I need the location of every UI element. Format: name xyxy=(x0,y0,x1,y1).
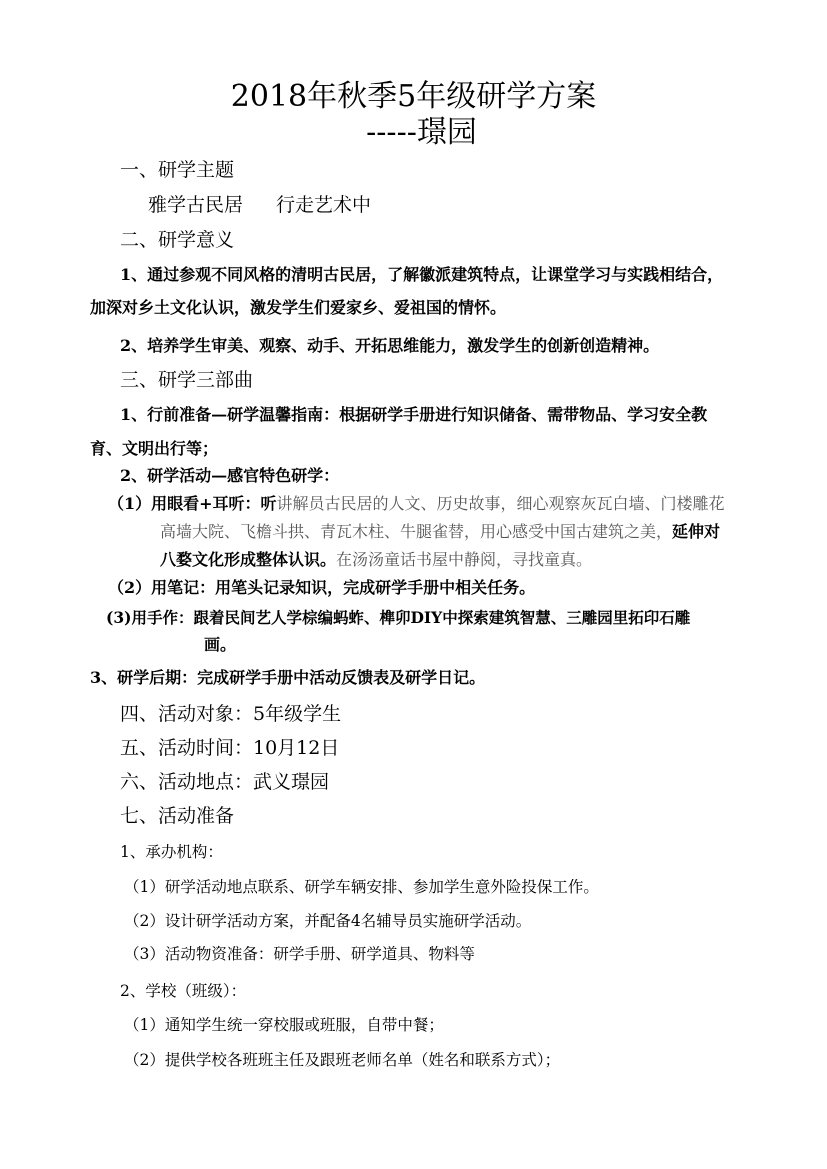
organizer-item-1: （1）研学活动地点联系、研学车辆安排、参加学生意外险投保工作。 xyxy=(124,878,599,896)
item1-line3 xyxy=(160,552,592,568)
item1-line1 xyxy=(108,496,725,512)
document-subtitle: -----璟园 xyxy=(366,115,477,150)
item3-line1: (3)用手作：跟着民间艺人学棕编蚂蚱、榫卯DIY中探索建筑智慧、三雕园里拓印石雕 xyxy=(106,608,691,627)
organizer-item-2: （2）设计研学活动方案，并配备4名辅导员实施研学活动。 xyxy=(124,912,532,930)
section-heading-preparation: 七、活动准备 xyxy=(120,805,235,827)
stage2-title: 2、研学活动—感官特色研学： xyxy=(120,466,340,485)
section-heading-theme: 一、研学主题 xyxy=(120,159,235,181)
theme-part-b: 行走艺术中 xyxy=(276,194,372,216)
significance-p1-line2: 加深对乡土文化认识，激发学生们爱家乡、爱祖国的情怀。 xyxy=(90,298,507,317)
item3-line2: 画。 xyxy=(204,635,237,654)
organizer-title: 1、承办机构： xyxy=(120,843,223,861)
item1-text-c: 延伸对 xyxy=(672,522,721,541)
item1-text-e: 在汤汤童话书屋中静阅，寻找童真。 xyxy=(336,550,593,569)
theme-part-a: 雅学古民居 xyxy=(148,194,244,216)
organizer-item-3: （3）活动物资准备：研学手册、研学道具、物料等 xyxy=(124,945,475,963)
item1-line2 xyxy=(160,524,720,540)
item1-label: （1）用眼看+耳听：听 xyxy=(108,494,277,513)
activity-target: 四、活动对象：5年级学生 xyxy=(120,703,342,725)
significance-p2: 2、培养学生审美、观察、动手、开拓思维能力，激发学生的创新创造精神。 xyxy=(120,336,660,355)
section-heading-three-parts: 三、研学三部曲 xyxy=(120,369,254,391)
section-heading-significance: 二、研学意义 xyxy=(120,229,235,251)
stage3: 3、研学后期：完成研学手册中活动反馈表及研学日记。 xyxy=(90,668,486,687)
significance-p1-line1: 1、通过参观不同风格的清明古民居，了解徽派建筑特点，让课堂学习与实践相结合， xyxy=(120,265,724,284)
document-title: 2018年秋季5年级研学方案 xyxy=(230,79,597,114)
item1-text-b: 高墙大院、飞檐斗拱、青瓦木柱、牛腿雀替，用心感受中国古建筑之美， xyxy=(160,522,673,541)
school-item-2: （2）提供学校各班班主任及跟班老师名单（姓名和联系方式）； xyxy=(124,1051,561,1069)
item2: （2）用笔记：用笔头记录知识，完成研学手册中相关任务。 xyxy=(108,578,536,597)
stage1-line2: 育、文明出行等； xyxy=(90,439,219,458)
activity-time: 五、活动时间：10月12日 xyxy=(120,737,340,759)
school-title: 2、学校（班级）： xyxy=(120,982,247,1000)
item1-text-a: 讲解员古民居的人文、历史故事，细心观察灰瓦白墙、门楼雕花 xyxy=(276,494,725,513)
activity-location: 六、活动地点：武义璟园 xyxy=(120,771,330,793)
school-item-1: （1）通知学生统一穿校服或班服，自带中餐； xyxy=(124,1016,444,1034)
stage1-line1: 1、行前准备—研学温馨指南：根据研学手册进行知识储备、需带物品、学习安全教 xyxy=(120,405,708,424)
item1-text-d: 八婺文化形成整体认识。 xyxy=(160,550,337,569)
